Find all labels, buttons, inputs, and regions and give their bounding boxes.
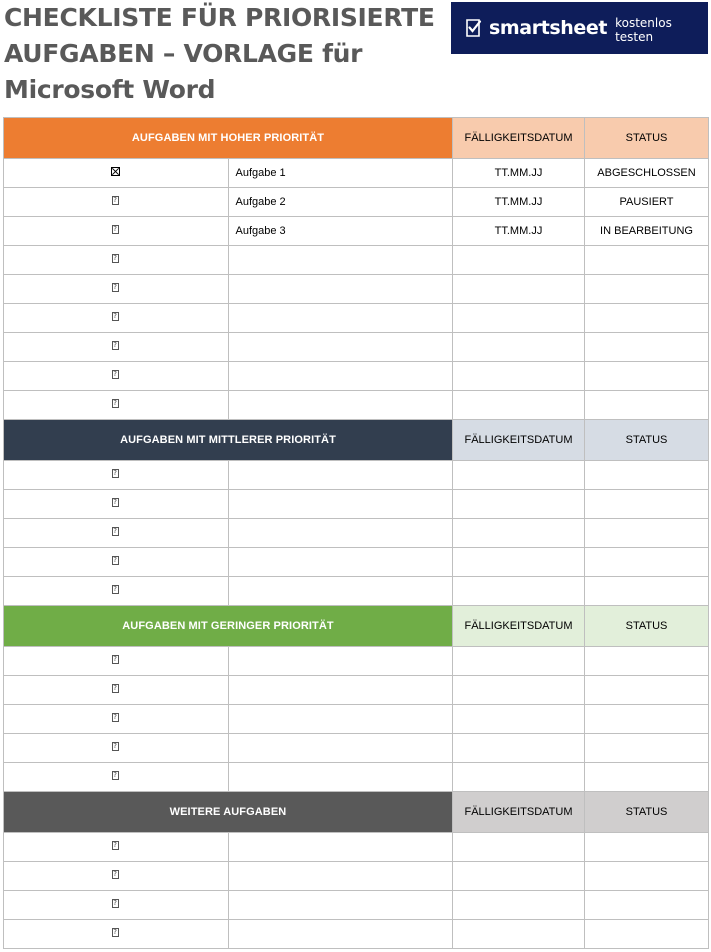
checkbox-cell bbox=[4, 519, 229, 548]
title-line-3: Microsoft Word bbox=[4, 75, 216, 104]
task-name-cell[interactable] bbox=[228, 705, 453, 734]
checked-box-icon[interactable] bbox=[111, 167, 120, 176]
status-cell[interactable] bbox=[585, 548, 709, 577]
status-cell[interactable] bbox=[585, 891, 709, 920]
checkbox-cell bbox=[4, 333, 229, 362]
task-name-cell[interactable]: Aufgabe 1 bbox=[228, 159, 453, 188]
due-date-cell[interactable] bbox=[453, 333, 585, 362]
unchecked-box-icon[interactable] bbox=[112, 655, 119, 664]
due-date-cell[interactable] bbox=[453, 519, 585, 548]
due-date-cell[interactable] bbox=[453, 548, 585, 577]
task-name-cell[interactable] bbox=[228, 920, 453, 949]
section-header bbox=[4, 792, 709, 833]
checkbox-cell bbox=[4, 548, 229, 577]
due-date-cell[interactable] bbox=[453, 246, 585, 275]
due-date-cell[interactable] bbox=[453, 362, 585, 391]
status-cell[interactable] bbox=[585, 391, 709, 420]
checkbox-cell bbox=[4, 833, 229, 862]
unchecked-box-icon[interactable] bbox=[112, 312, 119, 321]
checkbox-cell bbox=[4, 159, 229, 188]
status-cell[interactable] bbox=[585, 333, 709, 362]
due-date-cell[interactable] bbox=[453, 647, 585, 676]
smartsheet-trial-banner[interactable] bbox=[451, 2, 708, 54]
task-name-cell[interactable] bbox=[228, 275, 453, 304]
due-date-cell[interactable] bbox=[453, 275, 585, 304]
status-cell[interactable] bbox=[585, 362, 709, 391]
task-row bbox=[4, 159, 709, 188]
checkbox-cell bbox=[4, 763, 229, 792]
unchecked-box-icon[interactable] bbox=[112, 469, 119, 478]
status-cell[interactable] bbox=[585, 519, 709, 548]
due-date-cell[interactable] bbox=[453, 304, 585, 333]
column-header-due-date: FÄLLIGKEITSDATUM bbox=[453, 792, 585, 833]
due-date-cell[interactable] bbox=[453, 763, 585, 792]
unchecked-box-icon[interactable] bbox=[112, 684, 119, 693]
task-row bbox=[4, 920, 709, 949]
unchecked-box-icon[interactable] bbox=[112, 225, 119, 234]
section-title: WEITERE AUFGABEN bbox=[4, 792, 453, 833]
due-date-cell[interactable] bbox=[453, 862, 585, 891]
task-name-cell[interactable] bbox=[228, 304, 453, 333]
due-date-cell[interactable] bbox=[453, 920, 585, 949]
task-name-cell[interactable] bbox=[228, 577, 453, 606]
task-row bbox=[4, 676, 709, 705]
due-date-cell[interactable]: TT.MM.JJ bbox=[453, 217, 585, 246]
checkbox-cell bbox=[4, 362, 229, 391]
task-name-cell[interactable] bbox=[228, 734, 453, 763]
task-row bbox=[4, 275, 709, 304]
checkbox-cell bbox=[4, 304, 229, 333]
unchecked-box-icon[interactable] bbox=[112, 283, 119, 292]
task-row bbox=[4, 490, 709, 519]
task-row bbox=[4, 391, 709, 420]
title-line-2: AUFGABEN – VORLAGE für bbox=[4, 39, 363, 68]
checkbox-cell bbox=[4, 705, 229, 734]
task-row bbox=[4, 862, 709, 891]
task-row bbox=[4, 647, 709, 676]
section-header bbox=[4, 118, 709, 159]
task-row bbox=[4, 891, 709, 920]
task-row bbox=[4, 734, 709, 763]
status-cell[interactable] bbox=[585, 304, 709, 333]
task-name-cell[interactable] bbox=[228, 391, 453, 420]
task-name-cell[interactable] bbox=[228, 647, 453, 676]
unchecked-box-icon[interactable] bbox=[112, 899, 119, 908]
status-cell[interactable] bbox=[585, 862, 709, 891]
status-cell[interactable] bbox=[585, 763, 709, 792]
task-name-cell[interactable] bbox=[228, 490, 453, 519]
status-cell[interactable]: IN BEARBEITUNG bbox=[585, 217, 709, 246]
unchecked-box-icon[interactable] bbox=[112, 742, 119, 751]
status-cell[interactable]: PAUSIERT bbox=[585, 188, 709, 217]
unchecked-box-icon[interactable] bbox=[112, 556, 119, 565]
due-date-cell[interactable] bbox=[453, 676, 585, 705]
column-header-due-date: FÄLLIGKEITSDATUM bbox=[453, 606, 585, 647]
trial-cta-text: kostenlos testen bbox=[615, 15, 672, 44]
due-date-cell[interactable]: TT.MM.JJ bbox=[453, 188, 585, 217]
status-cell[interactable] bbox=[585, 920, 709, 949]
status-cell[interactable] bbox=[585, 734, 709, 763]
smartsheet-check-icon bbox=[465, 19, 483, 37]
page-title bbox=[4, 0, 444, 108]
checkbox-cell bbox=[4, 920, 229, 949]
task-name-cell[interactable] bbox=[228, 862, 453, 891]
checkbox-cell bbox=[4, 647, 229, 676]
status-cell[interactable] bbox=[585, 676, 709, 705]
task-row bbox=[4, 705, 709, 734]
section-header bbox=[4, 420, 709, 461]
checkbox-cell bbox=[4, 275, 229, 304]
unchecked-box-icon[interactable] bbox=[112, 196, 119, 205]
section-title: AUFGABEN MIT MITTLERER PRIORITÄT bbox=[4, 420, 453, 461]
due-date-cell[interactable] bbox=[453, 705, 585, 734]
task-name-cell[interactable] bbox=[228, 461, 453, 490]
status-cell[interactable] bbox=[585, 275, 709, 304]
checkbox-cell bbox=[4, 217, 229, 246]
checkbox-cell bbox=[4, 490, 229, 519]
status-cell[interactable] bbox=[585, 246, 709, 275]
unchecked-box-icon[interactable] bbox=[112, 841, 119, 850]
due-date-cell[interactable] bbox=[453, 577, 585, 606]
unchecked-box-icon[interactable] bbox=[112, 527, 119, 536]
checkbox-cell bbox=[4, 862, 229, 891]
task-name-cell[interactable] bbox=[228, 763, 453, 792]
due-date-cell[interactable]: TT.MM.JJ bbox=[453, 159, 585, 188]
due-date-cell[interactable] bbox=[453, 391, 585, 420]
checkbox-cell bbox=[4, 188, 229, 217]
checkbox-cell bbox=[4, 577, 229, 606]
checkbox-cell bbox=[4, 391, 229, 420]
task-row bbox=[4, 461, 709, 490]
unchecked-box-icon[interactable] bbox=[112, 585, 119, 594]
checkbox-cell bbox=[4, 734, 229, 763]
title-line-1: CHECKLISTE FÜR PRIORISIERTE bbox=[4, 3, 435, 32]
status-cell[interactable] bbox=[585, 490, 709, 519]
section-header bbox=[4, 606, 709, 647]
smartsheet-logo-text: smartsheet bbox=[489, 17, 608, 39]
task-name-cell[interactable] bbox=[228, 676, 453, 705]
column-header-due-date: FÄLLIGKEITSDATUM bbox=[453, 118, 585, 159]
task-name-cell[interactable] bbox=[228, 833, 453, 862]
unchecked-box-icon[interactable] bbox=[112, 370, 119, 379]
column-header-status: STATUS bbox=[585, 420, 709, 461]
unchecked-box-icon[interactable] bbox=[112, 713, 119, 722]
due-date-cell[interactable] bbox=[453, 461, 585, 490]
task-row bbox=[4, 304, 709, 333]
column-header-status: STATUS bbox=[585, 118, 709, 159]
task-row bbox=[4, 519, 709, 548]
unchecked-box-icon[interactable] bbox=[112, 341, 119, 350]
task-row bbox=[4, 362, 709, 391]
unchecked-box-icon[interactable] bbox=[112, 399, 119, 408]
priority-checklist-table bbox=[3, 117, 709, 949]
task-name-cell[interactable] bbox=[228, 362, 453, 391]
status-cell[interactable] bbox=[585, 705, 709, 734]
task-name-cell[interactable] bbox=[228, 548, 453, 577]
column-header-due-date: FÄLLIGKEITSDATUM bbox=[453, 420, 585, 461]
task-name-cell[interactable] bbox=[228, 246, 453, 275]
task-name-cell[interactable] bbox=[228, 333, 453, 362]
task-name-cell[interactable]: Aufgabe 2 bbox=[228, 188, 453, 217]
task-row bbox=[4, 577, 709, 606]
task-row bbox=[4, 833, 709, 862]
due-date-cell[interactable] bbox=[453, 891, 585, 920]
task-row bbox=[4, 217, 709, 246]
checkbox-cell bbox=[4, 246, 229, 275]
task-name-cell[interactable]: Aufgabe 3 bbox=[228, 217, 453, 246]
task-row bbox=[4, 188, 709, 217]
status-cell[interactable] bbox=[585, 577, 709, 606]
column-header-status: STATUS bbox=[585, 792, 709, 833]
status-cell[interactable] bbox=[585, 833, 709, 862]
due-date-cell[interactable] bbox=[453, 734, 585, 763]
unchecked-box-icon[interactable] bbox=[112, 254, 119, 263]
task-name-cell[interactable] bbox=[228, 891, 453, 920]
status-cell[interactable] bbox=[585, 647, 709, 676]
due-date-cell[interactable] bbox=[453, 490, 585, 519]
checkbox-cell bbox=[4, 676, 229, 705]
unchecked-box-icon[interactable] bbox=[112, 870, 119, 879]
checkbox-cell bbox=[4, 461, 229, 490]
due-date-cell[interactable] bbox=[453, 833, 585, 862]
checkbox-cell bbox=[4, 891, 229, 920]
unchecked-box-icon[interactable] bbox=[112, 928, 119, 937]
section-title: AUFGABEN MIT GERINGER PRIORITÄT bbox=[4, 606, 453, 647]
task-row bbox=[4, 548, 709, 577]
task-row bbox=[4, 763, 709, 792]
status-cell[interactable]: ABGESCHLOSSEN bbox=[585, 159, 709, 188]
task-row bbox=[4, 333, 709, 362]
task-name-cell[interactable] bbox=[228, 519, 453, 548]
task-row bbox=[4, 246, 709, 275]
unchecked-box-icon[interactable] bbox=[112, 498, 119, 507]
section-title: AUFGABEN MIT HOHER PRIORITÄT bbox=[4, 118, 453, 159]
status-cell[interactable] bbox=[585, 461, 709, 490]
unchecked-box-icon[interactable] bbox=[112, 771, 119, 780]
column-header-status: STATUS bbox=[585, 606, 709, 647]
